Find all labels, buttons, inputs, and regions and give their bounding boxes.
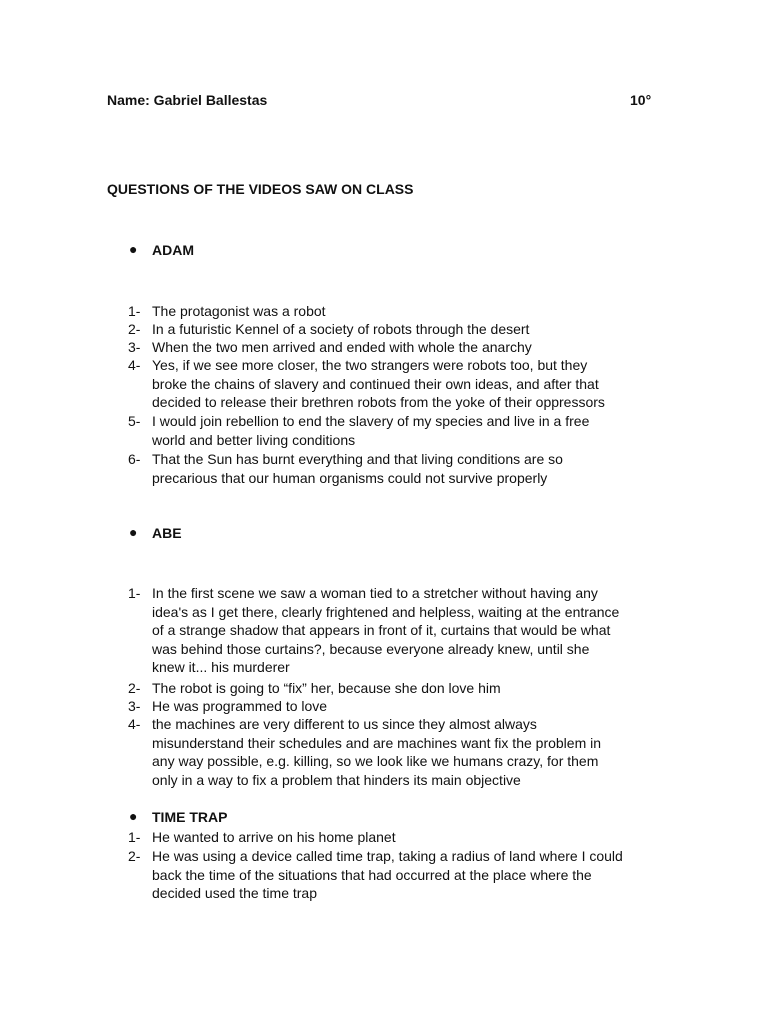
item-line: the machines are very different to us since they almost always [152, 716, 537, 732]
item-line: I would join rebellion to end the slavery of my species and live in a free [152, 413, 590, 429]
item-line: any way possible, e.g. killing, so we look like we humans crazy, for them [152, 753, 599, 769]
section-heading-time-trap: TIME TRAP [152, 809, 228, 825]
bullet-icon: ● [129, 241, 138, 257]
bullet-icon: ● [129, 524, 138, 540]
item-line: He was programmed to love [152, 698, 328, 714]
item-number: 3- [128, 698, 141, 714]
item-number: 4- [128, 716, 141, 732]
item-number: 2- [128, 680, 141, 696]
item-line: decided to release their brethren robots from the yoke of their oppressors [152, 394, 605, 410]
item-line: In a futuristic Kennel of a society of robots through the desert [152, 321, 530, 337]
item-number: 2- [128, 848, 141, 864]
item-number: 1- [128, 829, 141, 845]
item-number: 1- [128, 303, 141, 319]
item-line: The robot is going to “fix” her, because she don love him [152, 680, 501, 696]
item-line: He wanted to arrive on his home planet [152, 829, 396, 845]
bullet-icon: ● [129, 808, 138, 824]
item-line: idea's as I get there, clearly frightened and helpless, waiting at the entrance [152, 603, 620, 620]
item-number: 2- [128, 321, 141, 337]
document-title: QUESTIONS OF THE VIDEOS SAW ON CLASS [107, 181, 414, 197]
item-line: decided used the time trap [152, 885, 317, 901]
item-number: 3- [128, 339, 141, 355]
item-line: precarious that our human organisms could not survive properly [152, 469, 548, 486]
item-line: only in a way to fix a problem that hinders its main objective [152, 771, 521, 788]
item-line: knew it... his murderer [152, 659, 290, 675]
item-line: In the first scene we saw a woman tied to a stretcher without having any [152, 585, 598, 601]
item-line: world and better living conditions [152, 431, 356, 448]
item-number: 5- [128, 413, 141, 429]
item-number: 6- [128, 451, 141, 467]
item-number: 4- [128, 357, 141, 373]
item-line: back the time of the situations that had occurred at the place where the [152, 866, 592, 883]
item-line: was behind those curtains?, because everyone already knew, until she [152, 640, 590, 657]
item-line: The protagonist was a robot [152, 303, 326, 319]
item-line: of a strange shadow that appears in front of it, curtains that would be what [152, 622, 611, 638]
item-line: That the Sun has burnt everything and that living conditions are so [152, 451, 563, 467]
student-name: Name: Gabriel Ballestas [107, 92, 268, 108]
item-number: 1- [128, 585, 141, 601]
section-heading-abe: ABE [152, 525, 182, 541]
grade-label: 10° [630, 92, 652, 108]
item-line: He was using a device called time trap, taking a radius of land where I could [152, 848, 623, 864]
item-line: misunderstand their schedules and are machines want fix the problem in [152, 734, 602, 751]
item-line: Yes, if we see more closer, the two strangers were robots too, but they [152, 357, 588, 373]
item-line: broke the chains of slavery and continued their own ideas, and after that [152, 375, 599, 392]
section-heading-adam: ADAM [152, 242, 194, 258]
item-line: When the two men arrived and ended with whole the anarchy [152, 339, 532, 355]
